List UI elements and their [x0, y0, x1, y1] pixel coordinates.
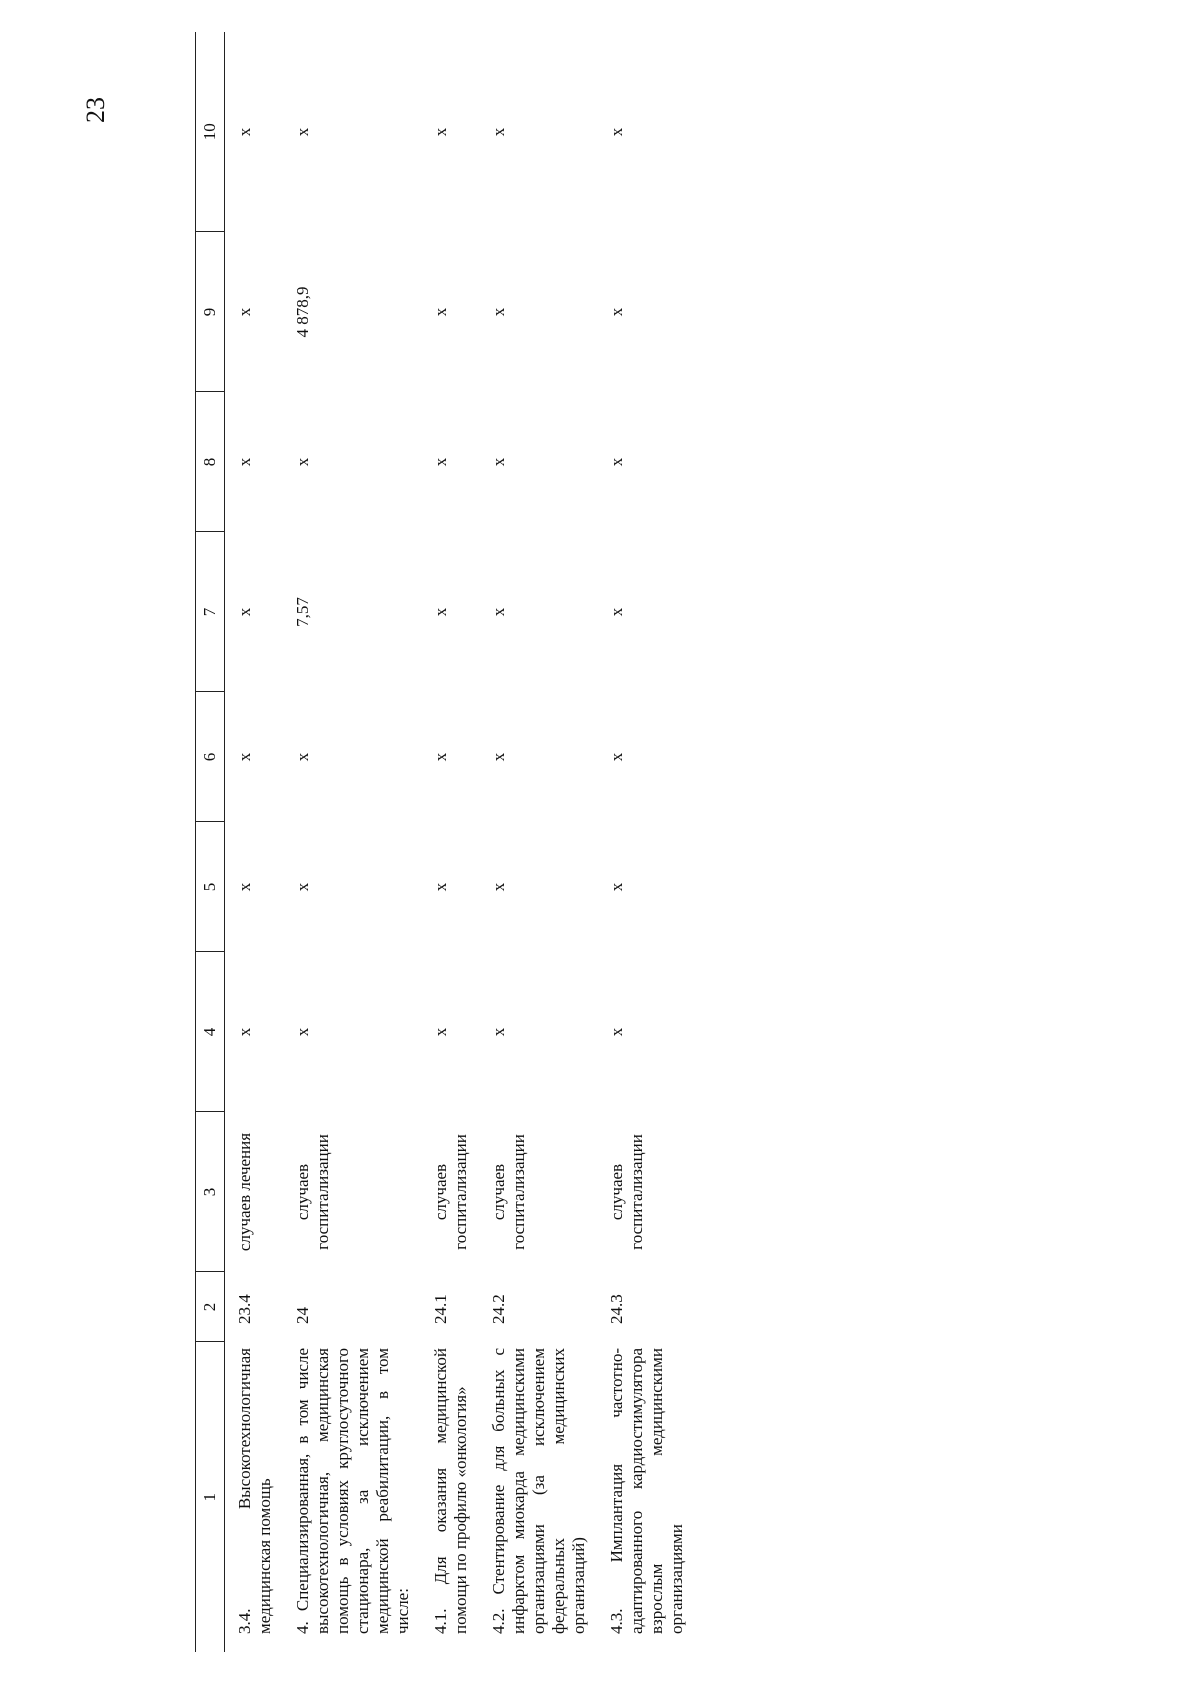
cell-col-9: 4 878,9	[293, 286, 312, 338]
cell-col-9: х	[431, 307, 450, 317]
cell-col-8: х	[431, 457, 450, 467]
row-number: 24.1	[431, 1294, 450, 1324]
row-number: 24.2	[489, 1294, 508, 1324]
row-name: 4.2. Стентирование для больных с инфарктом миокарда медицинскими организациями (за исключением федеральных медицинских организаций)	[489, 1348, 588, 1634]
cell-col-4: х	[293, 1027, 312, 1037]
row-unit: случаев госпитализации	[489, 1134, 528, 1250]
cell-col-8: х	[293, 457, 312, 467]
rotated-table-wrapper	[195, 32, 985, 1652]
cell-col-5: х	[293, 882, 312, 892]
data-table	[195, 32, 695, 1652]
column-header-1: 1	[196, 1342, 225, 1652]
column-header-2: 2	[196, 1272, 225, 1342]
row-number: 23.4	[235, 1294, 254, 1324]
table-row	[597, 32, 695, 1652]
table-row	[225, 32, 284, 1652]
column-header-8: 8	[196, 392, 225, 532]
row-unit: случаев госпитализации	[293, 1134, 332, 1250]
cell-col-10: х	[489, 127, 508, 137]
column-header-7: 7	[196, 532, 225, 692]
cell-col-7: х	[431, 607, 450, 617]
cell-col-6: х	[293, 752, 312, 762]
cell-col-4: х	[489, 1027, 508, 1037]
row-name: 4.1. Для оказания медицинской помощи по профилю «онкология»	[431, 1348, 470, 1634]
column-header-5: 5	[196, 822, 225, 952]
row-number: 24	[293, 1307, 312, 1324]
table-row	[479, 32, 597, 1652]
header-row	[196, 32, 225, 1652]
table-row	[421, 32, 479, 1652]
row-number: 24.3	[607, 1294, 626, 1324]
cell-col-5: х	[235, 882, 254, 892]
cell-col-10: х	[607, 127, 626, 137]
table-body	[225, 32, 696, 1652]
cell-col-6: х	[607, 752, 626, 762]
cell-col-10: х	[235, 127, 254, 137]
row-unit: случаев госпитализации	[607, 1134, 646, 1250]
page-number: 23	[81, 97, 110, 123]
cell-col-10: х	[431, 127, 450, 137]
cell-col-7: 7,57	[293, 597, 312, 627]
row-name: 3.4. Высокотехнологичная медицинская помощь	[235, 1348, 274, 1634]
cell-col-9: х	[235, 307, 254, 317]
cell-col-7: х	[489, 607, 508, 617]
cell-col-7: х	[607, 607, 626, 617]
cell-col-5: х	[607, 882, 626, 892]
column-header-6: 6	[196, 692, 225, 822]
table-header	[196, 32, 225, 1652]
cell-col-8: х	[607, 457, 626, 467]
row-unit: случаев госпитализации	[431, 1134, 470, 1250]
cell-col-6: х	[431, 752, 450, 762]
column-header-10: 10	[196, 32, 225, 232]
row-name: 4.3. Имплантация частотно-адаптированного кардиостимулятора взрослым медицинскими организациями	[607, 1348, 686, 1634]
cell-col-9: х	[607, 307, 626, 317]
cell-col-5: х	[489, 882, 508, 892]
table-row	[283, 32, 421, 1652]
row-name: 4. Специализированная, в том числе высокотехнологичная, медицинская помощь в условиях круглосуточного стационара, за исключением медицинской реабилитации, в том числе:	[293, 1348, 412, 1634]
column-header-9: 9	[196, 232, 225, 392]
cell-col-10: х	[293, 127, 312, 137]
column-header-3: 3	[196, 1112, 225, 1272]
cell-col-7: х	[235, 607, 254, 617]
row-unit: случаев лечения	[235, 1132, 254, 1252]
cell-col-6: х	[489, 752, 508, 762]
column-header-4: 4	[196, 952, 225, 1112]
cell-col-8: х	[489, 457, 508, 467]
cell-col-9: х	[489, 307, 508, 317]
cell-col-8: х	[235, 457, 254, 467]
cell-col-6: х	[235, 752, 254, 762]
cell-col-5: х	[431, 882, 450, 892]
cell-col-4: х	[235, 1027, 254, 1037]
cell-col-4: х	[607, 1027, 626, 1037]
cell-col-4: х	[431, 1027, 450, 1037]
